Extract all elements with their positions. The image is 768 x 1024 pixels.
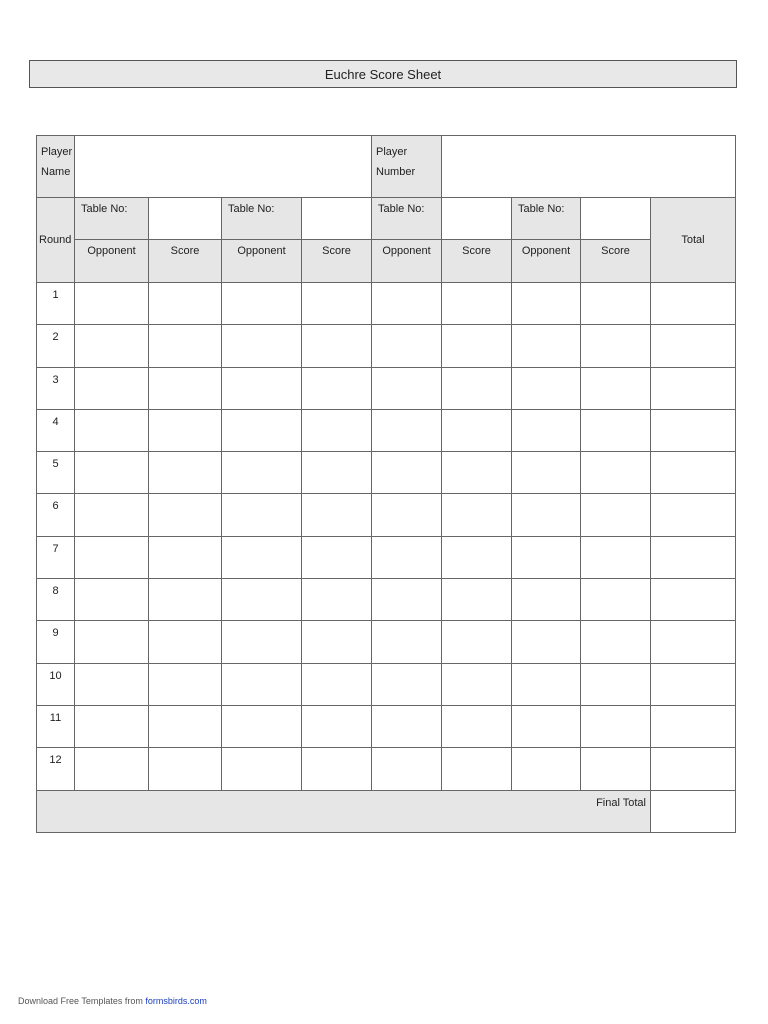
table-no-input-3[interactable] [442,198,512,240]
opponent-cell[interactable] [372,409,442,451]
score-cell[interactable] [581,325,651,367]
score-cell[interactable] [149,367,222,409]
opponent-cell[interactable] [75,579,149,621]
round-header-cell [37,198,75,283]
opponent-score-header-row [37,240,736,283]
score-cell[interactable] [581,579,651,621]
table-row [37,663,736,705]
opponent-cell[interactable] [222,409,302,451]
score-cell[interactable] [581,494,651,536]
score-cell[interactable] [442,536,512,578]
opponent-cell[interactable] [222,579,302,621]
score-header-text: Score [170,245,200,257]
footer [18,996,207,1006]
score-cell[interactable] [149,748,222,790]
opponent-cell[interactable] [512,621,581,663]
opponent-cell[interactable] [512,409,581,451]
round-number-text: 5 [52,458,59,471]
score-cell[interactable] [581,621,651,663]
total-cell[interactable] [651,748,736,790]
score-header-text: Score [322,245,351,257]
opponent-cell[interactable] [372,367,442,409]
player-number-label-cell [372,136,442,198]
table-no-row [37,198,736,240]
opponent-cell[interactable] [222,367,302,409]
score-cell[interactable] [442,663,512,705]
opponent-cell[interactable] [75,409,149,451]
score-cell[interactable] [442,748,512,790]
score-cell[interactable] [149,325,222,367]
round-number [37,409,75,451]
round-number [37,748,75,790]
total-cell[interactable] [651,705,736,747]
table-row [37,494,736,536]
round-number [37,663,75,705]
score-sheet-table [36,135,736,833]
score-cell[interactable] [442,452,512,494]
score-cell[interactable] [442,283,512,325]
table-no-label-1 [75,198,149,240]
opponent-cell[interactable] [222,494,302,536]
total-header-label: Total [681,234,705,246]
score-cell[interactable] [302,621,372,663]
table-row [37,283,736,325]
total-cell[interactable] [651,409,736,451]
round-header-label: Round [39,234,72,246]
opponent-cell[interactable] [222,705,302,747]
score-header-2 [302,240,372,283]
score-cell[interactable] [149,283,222,325]
player-number-label: Player Number [376,146,416,178]
final-total-input[interactable] [651,790,736,832]
opponent-cell[interactable] [372,621,442,663]
opponent-cell[interactable] [75,325,149,367]
table-no-label-text: Table No: [81,203,128,215]
score-cell[interactable] [149,452,222,494]
table-no-label-4 [512,198,581,240]
opponent-cell[interactable] [512,536,581,578]
opponent-header-3 [372,240,442,283]
opponent-cell[interactable] [372,663,442,705]
page-title-text: Euchre Score Sheet [324,66,442,82]
score-cell[interactable] [581,536,651,578]
score-cell[interactable] [149,409,222,451]
score-cell[interactable] [581,705,651,747]
footer-text: Download Free Templates from [18,996,146,1006]
player-name-input[interactable] [75,136,372,198]
opponent-cell[interactable] [512,325,581,367]
score-header-1 [149,240,222,283]
round-number-text: 10 [49,669,62,682]
opponent-cell[interactable] [222,536,302,578]
table-row [37,452,736,494]
score-cell[interactable] [442,621,512,663]
opponent-header-text: Opponent [87,245,136,257]
score-cell[interactable] [302,452,372,494]
score-cell[interactable] [442,494,512,536]
opponent-cell[interactable] [372,579,442,621]
opponent-cell[interactable] [75,748,149,790]
score-cell[interactable] [442,409,512,451]
player-name-label-cell [37,136,75,198]
opponent-cell[interactable] [512,748,581,790]
opponent-cell[interactable] [372,283,442,325]
score-cell[interactable] [302,579,372,621]
total-cell[interactable] [651,663,736,705]
opponent-cell[interactable] [512,367,581,409]
player-info-row [37,136,736,198]
opponent-header-2 [222,240,302,283]
footer-link[interactable]: formsbirds.com [145,996,207,1006]
opponent-header-1 [75,240,149,283]
total-header-cell [651,198,736,283]
player-name-label: Player Name [41,146,73,178]
total-cell[interactable] [651,367,736,409]
table-row [37,621,736,663]
score-cell[interactable] [581,283,651,325]
score-header-text: Score [462,245,491,257]
round-number [37,452,75,494]
score-cell[interactable] [149,621,222,663]
score-cell[interactable] [302,367,372,409]
score-cell[interactable] [302,663,372,705]
table-no-label-text: Table No: [228,203,275,215]
score-cell[interactable] [302,536,372,578]
total-cell[interactable] [651,452,736,494]
round-number-text: 12 [49,754,62,767]
opponent-header-text: Opponent [521,245,571,257]
round-number [37,621,75,663]
round-number-text: 9 [52,627,59,640]
score-cell[interactable] [302,494,372,536]
round-number-text: 8 [52,585,59,598]
final-total-row [37,790,736,832]
opponent-cell[interactable] [372,452,442,494]
opponent-cell[interactable] [75,536,149,578]
opponent-cell[interactable] [75,494,149,536]
table-no-label-3 [372,198,442,240]
table-row [37,536,736,578]
total-cell[interactable] [651,536,736,578]
opponent-cell[interactable] [372,325,442,367]
opponent-cell[interactable] [512,663,581,705]
score-cell[interactable] [581,748,651,790]
round-number [37,579,75,621]
opponent-cell[interactable] [222,663,302,705]
opponent-cell[interactable] [372,748,442,790]
score-header-text: Score [601,245,630,257]
score-cell[interactable] [581,367,651,409]
score-cell[interactable] [149,579,222,621]
table-no-input-2[interactable] [302,198,372,240]
score-header-4 [581,240,651,283]
score-cell[interactable] [442,579,512,621]
total-cell[interactable] [651,325,736,367]
opponent-cell[interactable] [512,705,581,747]
opponent-cell[interactable] [372,536,442,578]
opponent-cell[interactable] [75,663,149,705]
opponent-cell[interactable] [512,579,581,621]
score-cell[interactable] [302,705,372,747]
score-cell[interactable] [442,325,512,367]
table-row [37,409,736,451]
round-number-text: 3 [52,373,59,386]
opponent-cell[interactable] [512,452,581,494]
table-row [37,579,736,621]
round-number [37,494,75,536]
opponent-cell[interactable] [372,705,442,747]
round-number [37,536,75,578]
score-header-3 [442,240,512,283]
table-no-label-text: Table No: [518,203,565,215]
opponent-cell[interactable] [75,283,149,325]
round-number-text: 11 [49,711,62,724]
final-total-label-cell [37,790,651,832]
table-no-label-text: Table No: [378,203,425,215]
final-total-label: Final Total [596,796,646,809]
opponent-cell[interactable] [372,494,442,536]
score-cell[interactable] [149,494,222,536]
score-cell[interactable] [442,367,512,409]
total-cell[interactable] [651,283,736,325]
table-row [37,325,736,367]
round-number-text: 2 [52,331,59,344]
opponent-header-text: Opponent [382,245,431,257]
round-number [37,367,75,409]
opponent-cell[interactable] [222,621,302,663]
score-cell[interactable] [581,409,651,451]
opponent-cell[interactable] [222,283,302,325]
round-number [37,325,75,367]
table-row [37,367,736,409]
total-cell[interactable] [651,494,736,536]
table-no-input-4[interactable] [581,198,651,240]
opponent-cell[interactable] [222,325,302,367]
total-cell[interactable] [651,621,736,663]
score-cell[interactable] [442,705,512,747]
score-cell[interactable] [302,283,372,325]
opponent-cell[interactable] [222,452,302,494]
score-cell[interactable] [581,663,651,705]
score-cell[interactable] [302,325,372,367]
score-cell[interactable] [302,748,372,790]
opponent-cell[interactable] [512,494,581,536]
score-cell[interactable] [302,409,372,451]
total-cell[interactable] [651,579,736,621]
table-no-input-1[interactable] [149,198,222,240]
score-cell[interactable] [149,663,222,705]
round-number-text: 4 [52,415,59,428]
opponent-header-text: Opponent [237,245,286,257]
opponent-cell[interactable] [75,621,149,663]
opponent-cell[interactable] [75,452,149,494]
table-no-label-2 [222,198,302,240]
opponent-cell[interactable] [512,283,581,325]
round-number [37,705,75,747]
score-cell[interactable] [581,452,651,494]
round-number-text: 6 [52,500,59,513]
round-number-text: 7 [52,542,59,555]
page-title [29,60,737,88]
round-number [37,283,75,325]
player-number-input[interactable] [442,136,736,198]
round-number-text: 1 [52,289,59,301]
table-row [37,705,736,747]
opponent-cell[interactable] [75,367,149,409]
score-cell[interactable] [149,536,222,578]
opponent-header-4 [512,240,581,283]
table-row [37,748,736,790]
score-cell[interactable] [149,705,222,747]
opponent-cell[interactable] [222,748,302,790]
opponent-cell[interactable] [75,705,149,747]
